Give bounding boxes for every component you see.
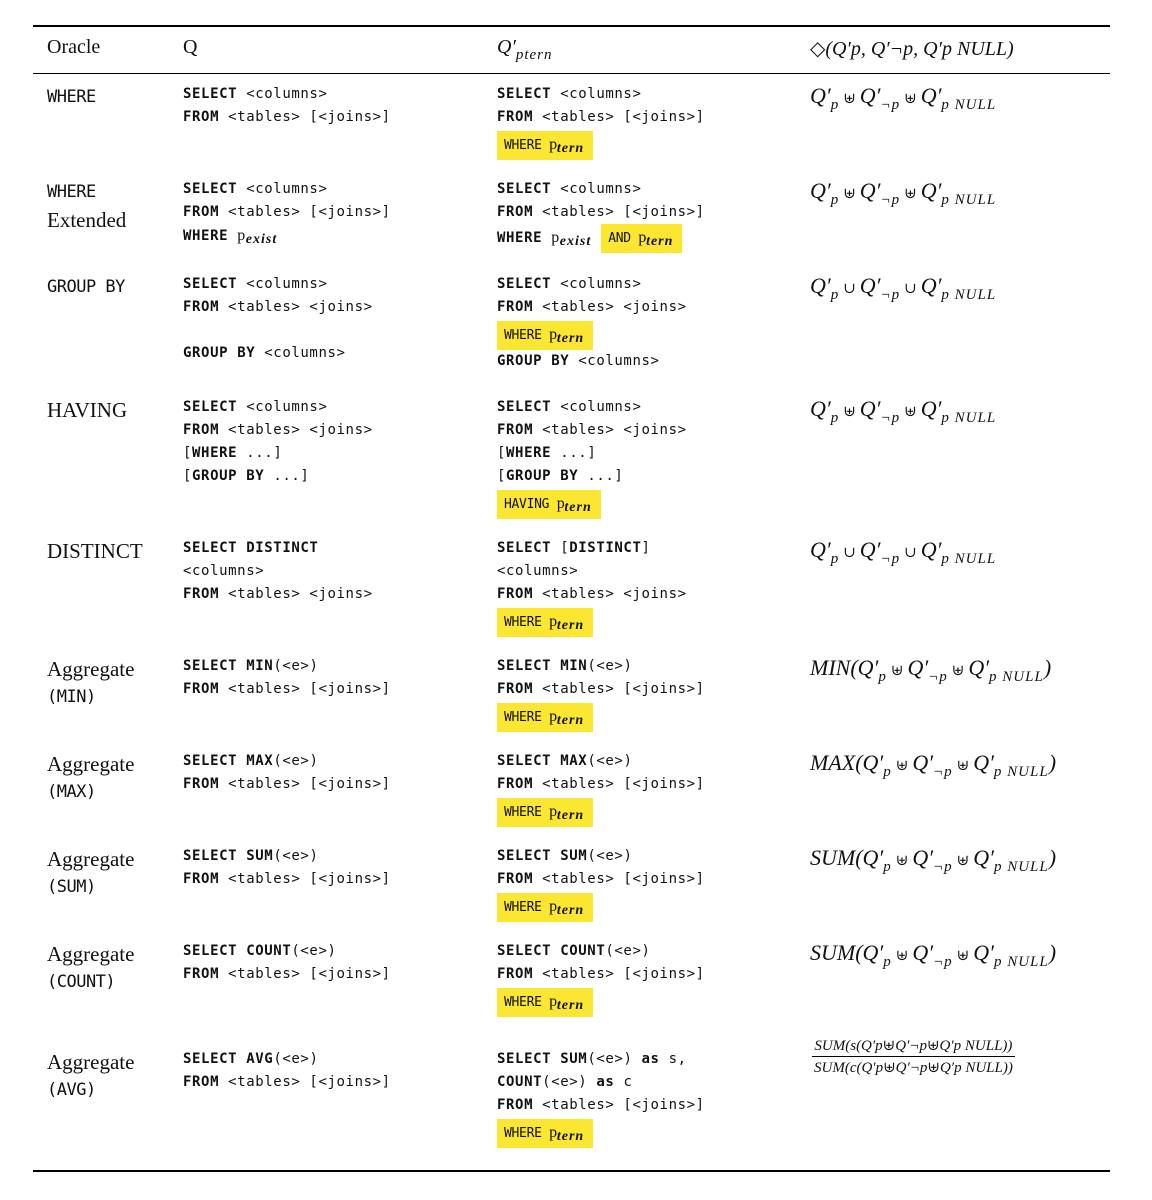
code-line: FROM <tables> [<joins>] <box>497 204 705 220</box>
code-line: SELECT [DISTINCT] <box>497 540 651 556</box>
ternary-predicate-highlight: WHERE ptern <box>497 988 593 1017</box>
oracle-label: Extended <box>47 208 127 232</box>
oracle-label: GROUP BY <box>47 277 125 297</box>
code-line: SELECT MAX(<e>) <box>183 753 319 769</box>
query-original <box>183 1048 391 1094</box>
query-original <box>183 83 391 129</box>
code-line: [WHERE ...] <box>497 445 597 461</box>
predicate-subscript: exist <box>245 232 278 247</box>
code-line: COUNT(<e>) as c <box>497 1074 633 1090</box>
code-line: FROM <tables> [<joins>] <box>497 966 705 982</box>
table-header-rule <box>33 73 1110 74</box>
code-line: SELECT AVG(<e>) <box>183 1051 319 1067</box>
highlight-line <box>497 796 705 827</box>
oracle-cell <box>47 273 125 301</box>
highlight-line <box>497 986 705 1017</box>
code-line: SELECT <columns> <box>497 181 642 197</box>
highlight-line <box>497 129 705 160</box>
query-transformed <box>497 273 687 373</box>
code-line: SELECT DISTINCT <box>183 540 319 556</box>
oracle-cell <box>47 396 127 424</box>
code-line: SELECT SUM(<e>) as s, <box>497 1051 687 1067</box>
query-transformed <box>497 396 687 519</box>
oracle-label: (MAX) <box>47 782 96 802</box>
ternary-predicate-highlight: WHERE ptern <box>497 703 593 732</box>
oracle-label: (MIN) <box>47 687 96 707</box>
code-line: <columns> <box>183 563 265 579</box>
ternary-predicate-highlight: WHERE ptern <box>497 608 593 637</box>
code-line: [GROUP BY ...] <box>183 468 310 484</box>
code-line: FROM <tables> <joins> <box>497 299 687 315</box>
query-transformed <box>497 537 687 637</box>
oracle-cell <box>47 845 134 901</box>
code-line: FROM <tables> [<joins>] <box>183 1074 391 1090</box>
ternary-predicate-highlight: AND ptern <box>601 224 682 253</box>
code-line: FROM <tables> [<joins>] <box>497 871 705 887</box>
query-transformed <box>497 750 705 827</box>
ternary-predicate-highlight: WHERE ptern <box>497 321 593 350</box>
code-line: FROM <tables> [<joins>] <box>183 109 391 125</box>
code-line: SELECT MIN(<e>) <box>183 658 319 674</box>
oracle-label: DISTINCT <box>47 539 143 563</box>
oracle-label: WHERE <box>47 87 96 107</box>
highlight-line <box>497 319 687 350</box>
code-line: SELECT <columns> <box>183 399 328 415</box>
fraction-denominator: SUM(c(Q′p⊎Q′¬p⊎Q′p NULL)) <box>814 1060 1013 1076</box>
code-line: SELECT <columns> <box>183 181 328 197</box>
code-line: SELECT <columns> <box>497 86 642 102</box>
code-line: WHERE pexist <box>183 227 278 247</box>
header-combine-operator: ◇(Q′p, Q′¬p, Q′p NULL) <box>810 38 1014 60</box>
query-original <box>183 396 373 488</box>
header-q-prime: $Q'_{ptern}$ <box>497 36 553 63</box>
combine-formula: $SUM(Q'_p$ ⊎ $Q'_{\neg p}$ ⊎ $Q'_{p NULL}$) <box>810 845 1057 875</box>
header-q: Q <box>183 36 198 58</box>
code-line: SELECT COUNT(<e>) <box>497 943 651 959</box>
code-line: SELECT <columns> <box>183 276 328 292</box>
oracle-label: HAVING <box>47 398 128 422</box>
oracle-cell <box>47 537 143 565</box>
highlight-line <box>497 891 705 922</box>
code-line: FROM <tables> [<joins>] <box>183 776 391 792</box>
code-line: WHERE pexist AND ptern <box>497 224 705 247</box>
oracle-cell <box>47 178 126 234</box>
query-transformed <box>497 655 705 732</box>
code-line: GROUP BY <columns> <box>183 345 346 361</box>
highlight-line <box>497 1117 705 1148</box>
query-transformed <box>497 83 705 160</box>
query-original <box>183 537 373 606</box>
oracle-cell <box>47 83 96 111</box>
code-line: FROM <tables> <joins> <box>183 586 373 602</box>
query-original <box>183 178 391 247</box>
combine-formula: $MIN(Q'_p$ ⊎ $Q'_{\neg p}$ ⊎ $Q'_{p NULL}$) <box>810 655 1052 685</box>
query-original <box>183 655 391 701</box>
code-line: [GROUP BY ...] <box>497 468 624 484</box>
query-original <box>183 845 391 891</box>
oracle-label: (AVG) <box>47 1080 96 1100</box>
oracle-label: WHERE <box>47 182 96 202</box>
code-line: FROM <tables> [<joins>] <box>183 871 391 887</box>
ternary-predicate-highlight: WHERE ptern <box>497 131 593 160</box>
oracle-label: Aggregate <box>47 752 135 776</box>
code-line: SELECT SUM(<e>) <box>497 848 633 864</box>
code-line: FROM <tables> <joins> <box>497 422 687 438</box>
code-line: FROM <tables> [<joins>] <box>183 681 391 697</box>
oracle-cell <box>47 655 134 711</box>
query-original <box>183 750 391 796</box>
oracle-label: Aggregate <box>47 847 135 871</box>
query-original <box>183 273 373 365</box>
table-bottom-rule <box>33 1170 1110 1172</box>
combine-formula: $Q'_p$ ⊎ $Q'_{\neg p}$ ⊎ $Q'_{p NULL}$ <box>810 178 997 208</box>
query-transformed <box>497 1048 705 1148</box>
code-line: FROM <tables> [<joins>] <box>497 109 705 125</box>
ternary-predicate-highlight: WHERE ptern <box>497 893 593 922</box>
combine-formula: $Q'_p$ ∪ $Q'_{\neg p}$ ∪ $Q'_{p NULL}$ <box>810 273 997 303</box>
combine-formula-fraction <box>812 1036 1015 1077</box>
code-line: FROM <tables> [<joins>] <box>497 776 705 792</box>
code-line: SELECT MAX(<e>) <box>497 753 633 769</box>
code-line: SELECT <columns> <box>497 399 642 415</box>
code-line: SELECT SUM(<e>) <box>183 848 319 864</box>
header-oracle: Oracle <box>47 36 101 58</box>
oracle-label: Aggregate <box>47 657 135 681</box>
combine-formula: $Q'_p$ ⊎ $Q'_{\neg p}$ ⊎ $Q'_{p NULL}$ <box>810 83 997 113</box>
code-line: FROM <tables> <joins> <box>497 586 687 602</box>
code-line: FROM <tables> <joins> <box>183 299 373 315</box>
query-transformed <box>497 178 705 247</box>
code-line: FROM <tables> [<joins>] <box>183 966 391 982</box>
combine-formula: $SUM(Q'_p$ ⊎ $Q'_{\neg p}$ ⊎ $Q'_{p NULL}$) <box>810 940 1057 970</box>
code-line: [WHERE ...] <box>183 445 283 461</box>
ternary-predicate-highlight: WHERE ptern <box>497 798 593 827</box>
code-line: SELECT MIN(<e>) <box>497 658 633 674</box>
code-line: SELECT <columns> <box>183 86 328 102</box>
predicate-subscript: exist <box>559 234 592 249</box>
highlight-line <box>497 488 687 519</box>
combine-formula: $Q'_p$ ∪ $Q'_{\neg p}$ ∪ $Q'_{p NULL}$ <box>810 537 997 567</box>
combine-formula: $Q'_p$ ⊎ $Q'_{\neg p}$ ⊎ $Q'_{p NULL}$ <box>810 396 997 426</box>
oracle-label: (SUM) <box>47 877 96 897</box>
oracle-label: (COUNT) <box>47 972 116 992</box>
code-line: FROM <tables> [<joins>] <box>183 204 391 220</box>
combine-formula: $MAX(Q'_p$ ⊎ $Q'_{\neg p}$ ⊎ $Q'_{p NULL}$) <box>810 750 1057 780</box>
code-line: SELECT <columns> <box>497 276 642 292</box>
fraction-numerator: SUM(s(Q′p⊎Q′¬p⊎Q′p NULL)) <box>812 1036 1015 1057</box>
oracle-label: Aggregate <box>47 1050 135 1074</box>
highlight-line <box>497 701 705 732</box>
query-original <box>183 940 391 986</box>
ternary-predicate-highlight: HAVING ptern <box>497 490 601 519</box>
code-line: GROUP BY <columns> <box>497 353 660 369</box>
oracle-label: Aggregate <box>47 942 135 966</box>
code-line: <columns> <box>497 563 579 579</box>
query-transformed <box>497 940 705 1017</box>
table-top-rule <box>33 25 1110 27</box>
query-transformed <box>497 845 705 922</box>
oracle-cell <box>47 940 134 996</box>
oracle-cell <box>47 750 134 806</box>
code-line: FROM <tables> <joins> <box>183 422 373 438</box>
blank-line <box>183 319 373 342</box>
code-line: SELECT COUNT(<e>) <box>183 943 337 959</box>
oracle-cell <box>47 1048 134 1104</box>
ternary-predicate-highlight: WHERE ptern <box>497 1119 593 1148</box>
highlight-line <box>497 606 687 637</box>
code-line: FROM <tables> [<joins>] <box>497 681 705 697</box>
code-line: FROM <tables> [<joins>] <box>497 1097 705 1113</box>
